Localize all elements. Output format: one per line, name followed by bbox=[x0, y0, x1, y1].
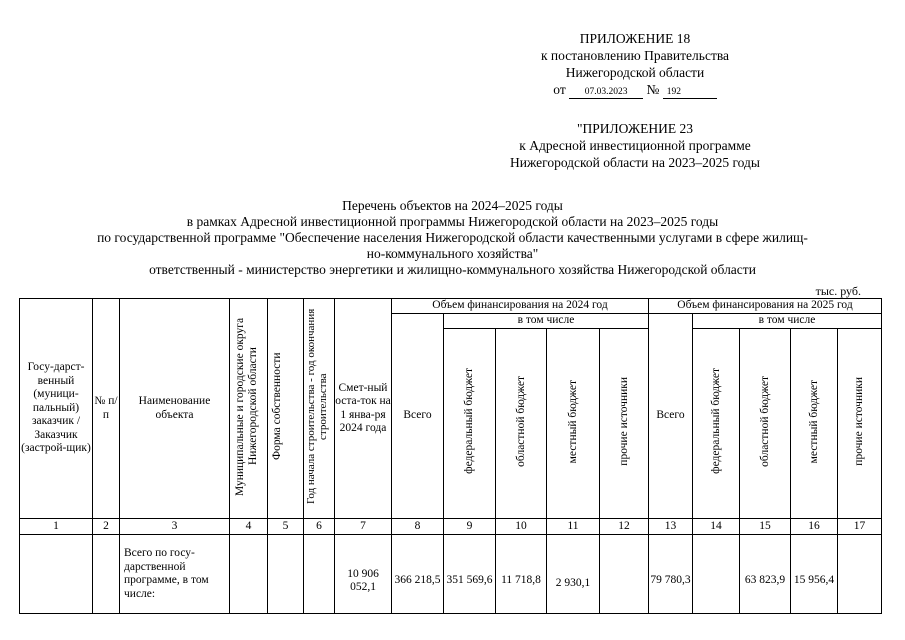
column-number: 1 bbox=[20, 519, 93, 535]
title-line-4: но-коммунального хозяйства" bbox=[366, 246, 539, 261]
cell-customer bbox=[20, 535, 93, 614]
program-header bbox=[470, 120, 800, 171]
header-local-2025 bbox=[791, 329, 838, 519]
cell-local-2025: 15 956,4 bbox=[791, 535, 838, 614]
header-customer: Госу-дарст-венный (муници-пальный) заказчик / Заказчик (застрой-щик) bbox=[20, 299, 93, 519]
header-years-text: Год начала строительства - год окончания строительства bbox=[305, 308, 329, 504]
header-other-2025 bbox=[838, 329, 882, 519]
header-federal-2024 bbox=[444, 329, 496, 519]
table-row bbox=[20, 535, 882, 614]
column-number: 17 bbox=[838, 519, 882, 535]
cell-total-label: Всего по госу-дарственной программе, в том числе: bbox=[120, 535, 230, 614]
date-prefix: от bbox=[553, 82, 566, 97]
title-line-5: ответственный - министерство энергетики и жилищно-коммунального хозяйства Нижегородской области bbox=[149, 262, 756, 277]
column-number: 8 bbox=[392, 519, 444, 535]
column-number: 6 bbox=[304, 519, 335, 535]
cell-estimate: 10 906 052,1 bbox=[335, 535, 392, 614]
header-regional-2025 bbox=[740, 329, 791, 519]
column-number: 4 bbox=[230, 519, 268, 535]
cell-local-2024: 2 930,1 bbox=[547, 535, 600, 614]
header-other-2024 bbox=[600, 329, 649, 519]
header-object-name: Наименование объекта bbox=[120, 299, 230, 519]
program-appendix-title: "ПРИЛОЖЕНИЕ 23 bbox=[576, 121, 694, 136]
units-label: тыс. руб. bbox=[815, 284, 861, 298]
header-local-2024 bbox=[547, 329, 600, 519]
header-number: № п/п bbox=[93, 299, 120, 519]
appendix-title: ПРИЛОЖЕНИЕ 18 bbox=[579, 31, 691, 46]
cell-years bbox=[304, 535, 335, 614]
cell-regional-2024: 11 718,8 bbox=[496, 535, 547, 614]
appendix-date-line bbox=[500, 81, 770, 99]
cell-other-2025 bbox=[838, 535, 882, 614]
program-subtitle-1: к Адресной инвестиционной программе bbox=[519, 138, 751, 153]
cell-municipality bbox=[230, 535, 268, 614]
column-number: 12 bbox=[600, 519, 649, 535]
column-number: 9 bbox=[444, 519, 496, 535]
column-number-row bbox=[20, 519, 882, 535]
column-number: 11 bbox=[547, 519, 600, 535]
column-number: 16 bbox=[791, 519, 838, 535]
header-years bbox=[304, 299, 335, 519]
appendix-subtitle-2: Нижегородской области bbox=[565, 65, 705, 80]
title-line-2: в рамках Адресной инвестиционной программы Нижегородской области на 2023–2025 годы bbox=[186, 214, 719, 229]
title-line-3: по государственной программе "Обеспечение населения Нижегородской области качественными услугами в сфере жилищ- bbox=[97, 230, 808, 245]
column-number: 10 bbox=[496, 519, 547, 535]
appendix-subtitle-1: к постановлению Правительства bbox=[540, 48, 730, 63]
column-number: 5 bbox=[268, 519, 304, 535]
header-federal-2024-text: федеральный бюджет bbox=[463, 368, 475, 475]
column-number: 15 bbox=[740, 519, 791, 535]
title-line-1: Перечень объектов на 2024–2025 годы bbox=[342, 198, 563, 213]
header-total-2025: Всего bbox=[649, 314, 693, 519]
header-regional-2025-text: областной бюджет bbox=[758, 375, 771, 467]
header-total-2024: Всего bbox=[392, 314, 444, 519]
header-other-2024-text: прочие источники bbox=[617, 376, 630, 466]
header-funding-2024: Объем финансирования на 2024 год bbox=[392, 299, 649, 314]
header-local-2025-text: местный бюджет bbox=[807, 379, 820, 463]
header-funding-2025: Объем финансирования на 2025 год bbox=[649, 299, 882, 314]
header-local-2024-text: местный бюджет bbox=[566, 379, 579, 463]
column-number: 7 bbox=[335, 519, 392, 535]
column-number: 2 bbox=[93, 519, 120, 535]
column-number: 13 bbox=[649, 519, 693, 535]
number-prefix: № bbox=[646, 82, 660, 97]
header-federal-2025-text: федеральный бюджет bbox=[709, 368, 722, 475]
date-value: 07.03.2023 bbox=[569, 86, 643, 99]
header-ownership-text: Форма собственности bbox=[270, 352, 283, 461]
appendix-header bbox=[500, 30, 770, 99]
header-federal-2025 bbox=[693, 329, 740, 519]
cell-ownership bbox=[268, 535, 304, 614]
document-title bbox=[40, 198, 865, 278]
header-estimate: Смет-ный оста-ток на 1 янва-ря 2024 года bbox=[335, 299, 392, 519]
header-other-2025-text: прочие источники bbox=[853, 376, 865, 466]
header-municipality bbox=[230, 299, 268, 519]
investment-table bbox=[19, 298, 882, 614]
column-number: 14 bbox=[693, 519, 740, 535]
cell-total-2025: 79 780,3 bbox=[649, 535, 693, 614]
program-subtitle-2: Нижегородской области на 2023–2025 годы bbox=[510, 155, 760, 170]
header-regional-2024-text: областной бюджет bbox=[514, 375, 527, 467]
header-including-2024: в том числе bbox=[444, 314, 649, 329]
cell-federal-2024: 351 569,6 bbox=[444, 535, 496, 614]
header-ownership bbox=[268, 299, 304, 519]
cell-total-2024: 366 218,5 bbox=[392, 535, 444, 614]
cell-other-2024 bbox=[600, 535, 649, 614]
column-number: 3 bbox=[120, 519, 230, 535]
cell-number bbox=[93, 535, 120, 614]
header-regional-2024 bbox=[496, 329, 547, 519]
header-including-2025: в том числе bbox=[693, 314, 882, 329]
cell-regional-2025: 63 823,9 bbox=[740, 535, 791, 614]
header-municipality-text: Муниципальные и городские округа Нижегородской области bbox=[233, 317, 259, 496]
cell-federal-2025 bbox=[693, 535, 740, 614]
number-value: 192 bbox=[663, 86, 717, 99]
